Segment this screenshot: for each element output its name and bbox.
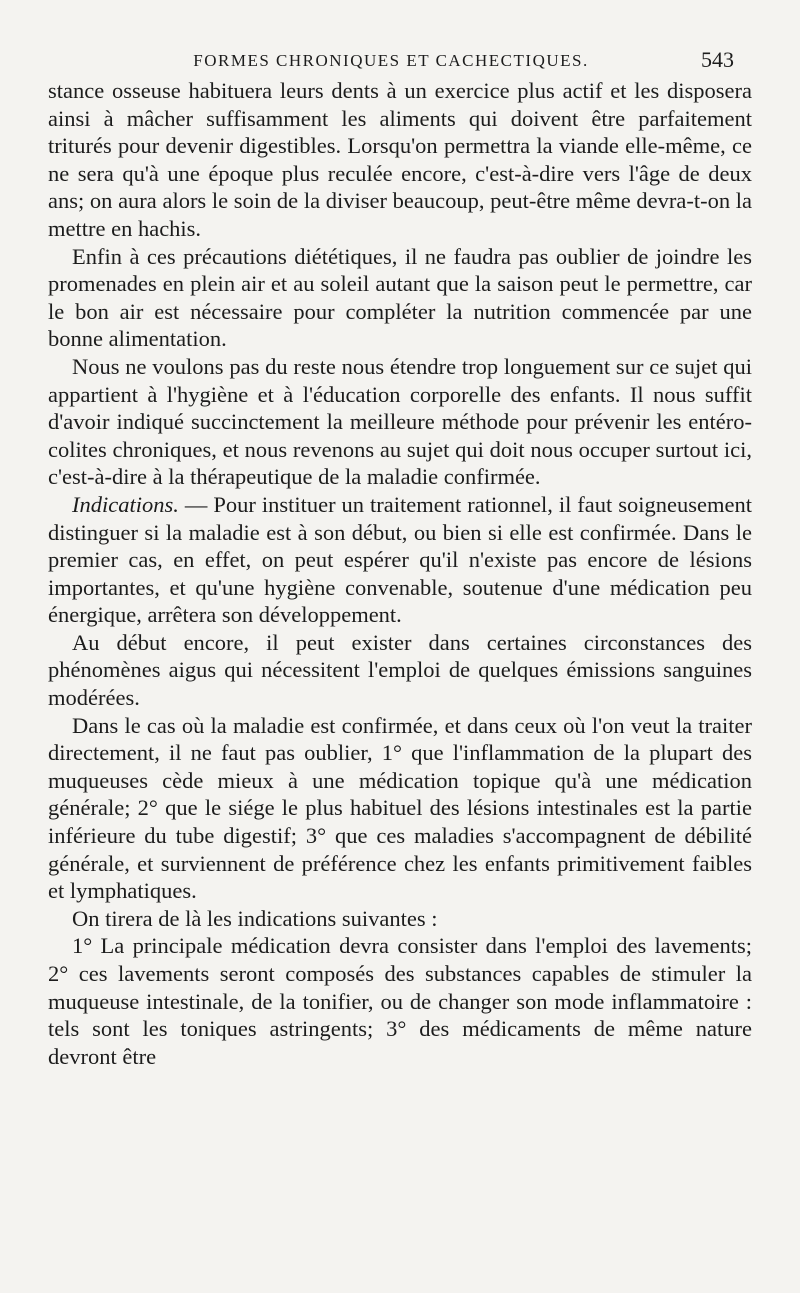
body-text	[48, 77, 752, 1070]
paragraph	[48, 77, 752, 243]
paragraph-text: 1° La principale médication devra consister dans l'emploi des lavements; 2° ces lavements seront composés des substances capables de stimuler la muqueuse intestinale, de la tonifier, ou de changer son mode inflammatoire : tels sont les toniques astringents; 3° des médicaments de même nature devront être	[48, 933, 752, 1069]
paragraph-text: Enfin à ces précautions diététiques, il ne faudra pas oublier de joindre les promenades en plein air et au soleil autant que la saison peut le permettre, car le bon air est nécessaire pour compléter la nutrition commencée par une bonne alimentation.	[48, 243, 752, 352]
paragraph-text: Nous ne voulons pas du reste nous étendre trop longuement sur ce sujet qui appartient à l'hygiène et à l'éducation corporelle des enfants. Il nous suffit d'avoir indiqué succinctement la meilleure méthode pour prévenir les entéro-colites chroniques, et nous revenons au sujet qui doit nous occuper surtout ici, c'est-à-dire à la thérapeutique de la maladie confirmée.	[48, 353, 752, 490]
page-header	[48, 47, 734, 75]
running-title: FORMES CHRONIQUES ET CACHECTIQUES.	[193, 51, 589, 70]
paragraph-text: — Pour instituer un traitement rationnel, il faut soigneusement distinguer si la maladie est à son début, ou bien si elle est confirmée. Dans le premier cas, en effet, on peut espérer qu'il n'existe pas encore de lésions importantes, et qu'une hygiène convenable, soutenue d'une médication peu énergique, arrêtera son développement.	[48, 491, 752, 628]
paragraph	[48, 243, 752, 353]
paragraph-text: Dans le cas où la maladie est confirmée, et dans ceux où l'on veut la traiter directement, il ne faut pas oublier, 1° que l'inflammation de la plupart des muqueuses cède mieux à une médication topique qu'à une médication générale; 2° que le siége le plus habituel des lésions intestinales est la partie inférieure du tube digestif; 3° que ces maladies s'accompagnent de débilité générale, et surviennent de préférence chez les enfants primitivement faibles et lymphatiques.	[48, 712, 752, 904]
paragraph-text: stance osseuse habituera leurs dents à un exercice plus actif et les disposera ainsi à mâcher suffisamment les aliments qui doivent être parfaitement triturés pour devenir digestibles. Lorsqu'on permettra la viande elle-même, ce ne sera qu'à une époque plus reculée encore, c'est-à-dire vers l'âge de deux ans; on aura alors le soin de la diviser beaucoup, peut-être même devra-t-on la mettre en hachis.	[48, 78, 752, 241]
paragraph	[48, 712, 752, 905]
paragraph-text: Au début encore, il peut exister dans certaines circonstances des phénomènes aigus qui nécessitent l'emploi de quelques émissions sanguines modérées.	[48, 629, 752, 711]
paragraph	[48, 353, 752, 491]
page-number: 543	[701, 47, 734, 72]
paragraph-text: On tirera de là les indications suivantes :	[72, 905, 438, 931]
paragraph	[48, 491, 752, 629]
paragraph	[48, 932, 752, 1070]
paragraph	[48, 629, 752, 712]
paragraph	[48, 905, 752, 933]
section-lead: Indications.	[72, 491, 179, 517]
